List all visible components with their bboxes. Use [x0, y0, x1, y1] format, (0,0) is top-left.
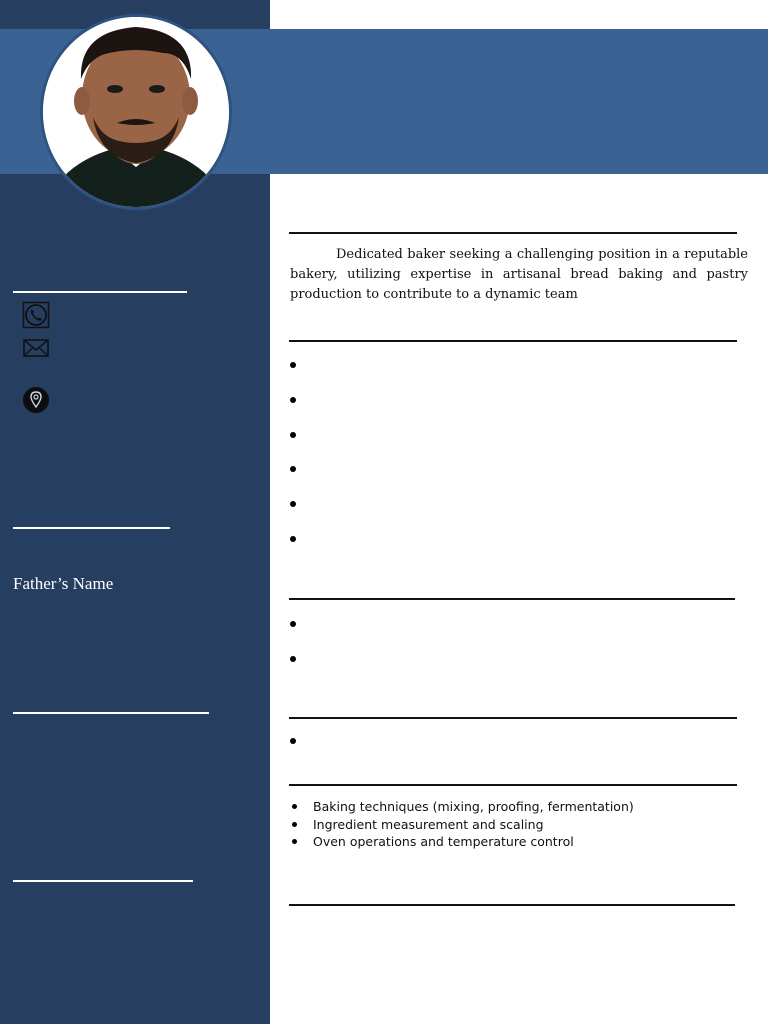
father-name-label: Father’s Name	[13, 574, 114, 593]
empty-bullet	[290, 362, 298, 370]
sidebar-divider	[13, 291, 187, 293]
skill-item: Baking techniques (mixing, proofing, fermentation)	[290, 798, 634, 816]
person-portrait-icon	[43, 17, 229, 207]
section-divider	[289, 598, 735, 600]
empty-bullet	[290, 397, 298, 405]
mail-icon	[22, 336, 50, 360]
empty-bullet	[290, 432, 298, 440]
empty-bullet	[290, 536, 298, 544]
empty-bullet	[290, 656, 298, 664]
career-objective-text: Dedicated baker seeking a challenging position in a reputable bakery, utilizing expertise in artisanal bread baking and pastry production to contribute to a dynamic team	[290, 247, 748, 302]
empty-bullet	[290, 738, 298, 746]
empty-bullet	[290, 466, 298, 474]
phone-icon	[22, 301, 50, 329]
empty-bullet	[290, 621, 298, 629]
sidebar-divider	[13, 527, 170, 529]
section-divider	[289, 784, 737, 786]
section-divider	[289, 232, 737, 234]
location-pin-icon	[22, 386, 50, 414]
skills-list	[290, 798, 634, 851]
section-divider	[289, 340, 737, 342]
sidebar-divider	[13, 712, 209, 714]
profile-photo	[40, 14, 232, 210]
empty-bullet	[290, 501, 298, 509]
sidebar-divider	[13, 880, 193, 882]
skill-item: Oven operations and temperature control	[290, 833, 634, 851]
skill-item: Ingredient measurement and scaling	[290, 816, 634, 834]
section-divider	[289, 717, 737, 719]
section-divider	[289, 904, 735, 906]
